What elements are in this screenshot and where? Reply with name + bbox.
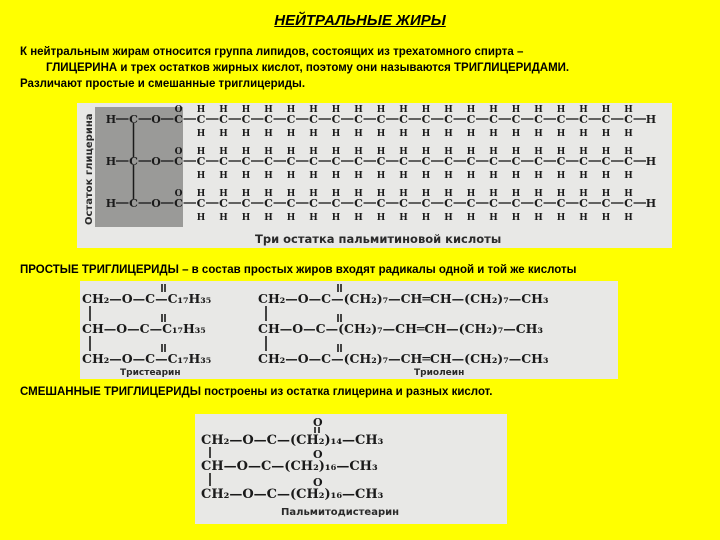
hydrogen-symbol: H — [601, 189, 611, 199]
atom-symbol: C — [174, 197, 183, 210]
hydrogen-symbol: H — [376, 213, 386, 223]
hydrogen-symbol: H — [511, 189, 521, 199]
hydrogen-symbol: H — [399, 213, 408, 223]
hydrogen-symbol: H — [421, 147, 431, 157]
hydrogen-symbol: H — [444, 171, 453, 181]
atom-symbol: C — [556, 197, 566, 210]
palmitodistearin-caption: Пальмитодистеарин — [281, 507, 400, 518]
atom-symbol: C — [601, 197, 611, 210]
hydrogen-symbol: H — [354, 213, 363, 223]
atom-symbol: C — [466, 155, 476, 168]
hydrogen-symbol: H — [444, 129, 453, 139]
hydrogen-symbol: H — [399, 129, 408, 139]
palmitodistearin-row-1: CH₂—O—C—(CH₂)₁₄—CH₃ — [201, 433, 384, 448]
palmitodistearin-drawing — [195, 414, 507, 524]
hydrogen-symbol: H — [556, 189, 566, 199]
hydrogen-symbol: H — [466, 189, 476, 199]
atom-symbol: C — [354, 113, 363, 126]
hydrogen-symbol: H — [466, 171, 476, 181]
page-title: НЕЙТРАЛЬНЫЕ ЖИРЫ — [274, 12, 446, 29]
tristearin-caption: Тристеарин — [120, 368, 181, 378]
simple-triglycerides-figure — [80, 281, 618, 379]
hydrogen-symbol: H — [624, 147, 633, 157]
hydrogen-symbol: H — [286, 105, 296, 115]
hydrogen-symbol: H — [489, 189, 498, 199]
atom-symbol: O — [151, 197, 161, 210]
hydrogen-symbol: H — [219, 189, 228, 199]
atom-symbol: C — [264, 155, 273, 168]
hydrogen-symbol: H — [579, 171, 588, 181]
hydrogen-symbol: H — [579, 189, 588, 199]
hydrogen-symbol: H — [489, 129, 498, 139]
carbonyl-oxygen: O — [174, 105, 183, 115]
atom-symbol: H — [105, 197, 117, 210]
atom-symbol: C — [489, 155, 498, 168]
atom-symbol: C — [444, 113, 453, 126]
triolein-row-3: CH₂—O—C—(CH₂)₇—CH═CH—(CH₂)₇—CH₃ — [258, 351, 549, 366]
hydrogen-symbol: H — [534, 213, 543, 223]
atom-symbol: C — [534, 113, 543, 126]
simple-triglycerides-text: ПРОСТЫЕ ТРИГЛИЦЕРИДЫ – в состав простых жиров входят радикалы одной и той же кислоты — [20, 264, 577, 276]
hydrogen-symbol: H — [556, 213, 566, 223]
tristearin-row-1: CH₂—O—C—C₁₇H₃₅ — [82, 291, 212, 306]
hydrogen-symbol: H — [601, 171, 611, 181]
hydrogen-symbol: H — [241, 213, 251, 223]
atom-symbol: O — [151, 113, 161, 126]
atom-symbol: H — [105, 113, 117, 126]
atom-symbol: C — [219, 155, 228, 168]
hydrogen-symbol: H — [286, 147, 296, 157]
tristearin-row-3: CH₂—O—C—C₁₇H₃₅ — [82, 351, 212, 366]
atom-symbol: C — [286, 197, 296, 210]
hydrogen-symbol: H — [354, 129, 363, 139]
hydrogen-symbol: H — [511, 129, 521, 139]
triolein-row-1: CH₂—O—C—(CH₂)₇—CH═CH—(CH₂)₇—CH₃ — [258, 291, 549, 306]
hydrogen-symbol: H — [579, 147, 588, 157]
carbonyl-oxygen: O — [174, 189, 183, 199]
hydrogen-symbol: H — [309, 213, 318, 223]
hydrogen-symbol: H — [421, 189, 431, 199]
hydrogen-symbol: H — [264, 147, 273, 157]
hydrogen-symbol: H — [579, 213, 588, 223]
hydrogen-symbol: H — [241, 189, 251, 199]
hydrogen-symbol: H — [376, 147, 386, 157]
simple-triglycerides-drawing — [80, 281, 618, 379]
atom-symbol: C — [129, 155, 138, 168]
hydrogen-symbol: H — [421, 171, 431, 181]
hydrogen-symbol: H — [489, 213, 498, 223]
hydrogen-symbol: H — [399, 171, 408, 181]
hydrogen-symbol: H — [354, 147, 363, 157]
hydrogen-symbol: H — [556, 129, 566, 139]
hydrogen-symbol: H — [534, 189, 543, 199]
atom-symbol: C — [241, 197, 251, 210]
atom-symbol: C — [534, 197, 543, 210]
atom-symbol: C — [511, 113, 521, 126]
hydrogen-symbol: H — [286, 189, 296, 199]
atom-symbol: C — [331, 113, 341, 126]
hydrogen-symbol: H — [624, 171, 633, 181]
hydrogen-symbol: H — [511, 171, 521, 181]
atom-symbol: C — [264, 113, 273, 126]
hydrogen-symbol: H — [444, 189, 453, 199]
hydrogen-symbol: H — [511, 105, 521, 115]
atom-symbol: C — [421, 113, 431, 126]
carbonyl-o-1: O — [313, 416, 323, 429]
hydrogen-symbol: H — [219, 105, 228, 115]
hydrogen-symbol: H — [286, 171, 296, 181]
hydrogen-symbol: H — [421, 129, 431, 139]
hydrogen-symbol: H — [196, 147, 206, 157]
atom-symbol: C — [624, 113, 633, 126]
atom-symbol: C — [354, 197, 363, 210]
hydrogen-symbol: H — [534, 105, 543, 115]
palmitodistearin-row-3: CH₂—O—C—(CH₂)₁₆—CH₃ — [201, 487, 384, 502]
palmitic-residues-caption: Три остатка пальмитиновой кислоты — [255, 232, 502, 246]
atom-symbol: C — [444, 197, 453, 210]
hydrogen-symbol: H — [534, 171, 543, 181]
carbonyl-o-2: O — [313, 448, 323, 461]
atom-symbol: C — [444, 155, 453, 168]
hydrogen-symbol: H — [466, 213, 476, 223]
hydrogen-symbol: H — [309, 189, 318, 199]
hydrogen-symbol: H — [241, 105, 251, 115]
hydrogen-symbol: H — [331, 171, 341, 181]
hydrogen-symbol: H — [331, 105, 341, 115]
hydrogen-symbol: H — [511, 213, 521, 223]
hydrogen-symbol: H — [196, 105, 206, 115]
hydrogen-symbol: H — [309, 171, 318, 181]
hydrogen-symbol: H — [264, 105, 273, 115]
hydrogen-symbol: H — [579, 129, 588, 139]
hydrogen-symbol: H — [331, 147, 341, 157]
intro-line-3: Различают простые и смешанные триглицериды. — [20, 78, 306, 90]
hydrogen-symbol: H — [196, 129, 206, 139]
hydrogen-symbol: H — [444, 147, 453, 157]
hydrogen-symbol: H — [309, 105, 318, 115]
intro-paragraph — [20, 44, 710, 92]
hydrogen-symbol: H — [286, 129, 296, 139]
hydrogen-symbol: H — [489, 147, 498, 157]
atom-symbol: C — [579, 155, 588, 168]
hydrogen-symbol: H — [241, 129, 251, 139]
atom-symbol: H — [645, 113, 657, 126]
hydrogen-symbol: H — [466, 147, 476, 157]
atom-symbol: C — [264, 197, 273, 210]
tripalmitin-structure-figure — [77, 103, 672, 248]
intro-line-2: ГЛИЦЕРИНА и трех остатков жирных кислот, поэтому они называются ТРИГЛИЦЕРИДАМИ. — [46, 62, 570, 74]
atom-symbol: C — [466, 197, 476, 210]
hydrogen-symbol: H — [219, 213, 228, 223]
hydrogen-symbol: H — [399, 189, 408, 199]
hydrogen-symbol: H — [601, 147, 611, 157]
carbonyl-oxygen: O — [174, 147, 183, 157]
hydrogen-symbol: H — [331, 189, 341, 199]
atom-symbol: C — [241, 155, 251, 168]
tristearin-row-2: CH—O—C—C₁₇H₃₅ — [82, 321, 206, 336]
hydrogen-symbol: H — [466, 105, 476, 115]
hydrogen-symbol: H — [624, 105, 633, 115]
palmitodistearin-row-2: CH—O—C—(CH₂)₁₆—CH₃ — [201, 459, 378, 474]
hydrogen-symbol: H — [196, 189, 206, 199]
atom-symbol: C — [286, 113, 296, 126]
hydrogen-symbol: H — [376, 189, 386, 199]
hydrogen-symbol: H — [331, 129, 341, 139]
hydrogen-symbol: H — [331, 213, 341, 223]
hydrogen-symbol: H — [219, 171, 228, 181]
hydrogen-symbol: H — [241, 171, 251, 181]
atom-symbol: C — [129, 113, 138, 126]
atom-symbol: C — [196, 197, 206, 210]
atom-symbol: C — [421, 197, 431, 210]
hydrogen-symbol: H — [556, 171, 566, 181]
atom-symbol: C — [489, 197, 498, 210]
atom-symbol: C — [331, 155, 341, 168]
hydrogen-symbol: H — [601, 105, 611, 115]
triolein-row-2: CH—O—C—(CH₂)₇—CH═CH—(CH₂)₇—CH₃ — [258, 321, 543, 336]
hydrogen-symbol: H — [444, 213, 453, 223]
hydrogen-symbol: H — [601, 129, 611, 139]
atom-symbol: C — [399, 113, 408, 126]
hydrogen-symbol: H — [556, 105, 566, 115]
hydrogen-symbol: H — [376, 129, 386, 139]
hydrogen-symbol: H — [444, 105, 453, 115]
atom-symbol: C — [489, 113, 498, 126]
hydrogen-symbol: H — [624, 189, 633, 199]
atom-symbol: C — [129, 197, 138, 210]
hydrogen-symbol: H — [354, 189, 363, 199]
atom-symbol: C — [174, 113, 183, 126]
hydrogen-symbol: H — [556, 147, 566, 157]
atom-symbol: C — [511, 155, 521, 168]
hydrogen-symbol: H — [354, 171, 363, 181]
atom-symbol: C — [241, 113, 251, 126]
atom-symbol: C — [579, 113, 588, 126]
atom-symbol: C — [376, 197, 386, 210]
atom-symbol: C — [556, 113, 566, 126]
hydrogen-symbol: H — [421, 105, 431, 115]
palmitodistearin-figure — [195, 414, 507, 524]
hydrogen-symbol: H — [624, 129, 633, 139]
hydrogen-symbol: H — [264, 171, 273, 181]
hydrogen-symbol: H — [264, 129, 273, 139]
atom-symbol: C — [399, 197, 408, 210]
hydrogen-symbol: H — [309, 129, 318, 139]
intro-line-1: К нейтральным жирам относится группа липидов, состоящих из трехатомного спирта – — [20, 46, 524, 58]
atom-symbol: C — [286, 155, 296, 168]
hydrogen-symbol: H — [219, 129, 228, 139]
hydrogen-symbol: H — [376, 171, 386, 181]
hydrogen-symbol: H — [579, 105, 588, 115]
atom-symbol: C — [624, 197, 633, 210]
atom-symbol: C — [624, 155, 633, 168]
hydrogen-symbol: H — [196, 213, 206, 223]
hydrogen-symbol: H — [309, 147, 318, 157]
atom-symbol: C — [421, 155, 431, 168]
hydrogen-symbol: H — [489, 171, 498, 181]
hydrogen-symbol: H — [399, 147, 408, 157]
atom-symbol: C — [466, 113, 476, 126]
hydrogen-symbol: H — [534, 129, 543, 139]
atom-symbol: C — [601, 155, 611, 168]
atom-symbol: C — [534, 155, 543, 168]
atom-symbol: C — [174, 155, 183, 168]
atom-symbol: C — [196, 113, 206, 126]
atom-symbol: H — [645, 155, 657, 168]
atom-symbol: C — [511, 197, 521, 210]
hydrogen-symbol: H — [399, 105, 408, 115]
atom-symbol: C — [331, 197, 341, 210]
atom-symbol: C — [399, 155, 408, 168]
hydrogen-symbol: H — [241, 147, 251, 157]
atom-symbol: C — [309, 197, 318, 210]
atom-symbol: C — [601, 113, 611, 126]
atom-symbol: C — [556, 155, 566, 168]
tripalmitin-structure-drawing — [77, 103, 672, 248]
hydrogen-symbol: H — [466, 129, 476, 139]
atom-symbol: C — [376, 155, 386, 168]
atom-symbol: H — [105, 155, 117, 168]
hydrogen-symbol: H — [264, 213, 273, 223]
atom-symbol: C — [309, 113, 318, 126]
atom-symbol: C — [309, 155, 318, 168]
hydrogen-symbol: H — [624, 213, 633, 223]
carbonyl-o-3: O — [313, 476, 323, 489]
atom-symbol: C — [354, 155, 363, 168]
hydrogen-symbol: H — [489, 105, 498, 115]
atom-symbol: O — [151, 155, 161, 168]
triolein-caption: Триолеин — [414, 368, 465, 378]
atom-symbol: C — [376, 113, 386, 126]
atom-symbol: C — [579, 197, 588, 210]
hydrogen-symbol: H — [421, 213, 431, 223]
atom-symbol: H — [645, 197, 657, 210]
hydrogen-symbol: H — [511, 147, 521, 157]
hydrogen-symbol: H — [354, 105, 363, 115]
hydrogen-symbol: H — [601, 213, 611, 223]
hydrogen-symbol: H — [534, 147, 543, 157]
hydrogen-symbol: H — [196, 171, 206, 181]
atom-symbol: C — [219, 113, 228, 126]
hydrogen-symbol: H — [219, 147, 228, 157]
atom-symbol: C — [219, 197, 228, 210]
atom-symbol: C — [196, 155, 206, 168]
hydrogen-symbol: H — [264, 189, 273, 199]
hydrogen-symbol: H — [376, 105, 386, 115]
glycerol-residue-label: Остаток глицерина — [84, 113, 95, 225]
hydrogen-symbol: H — [286, 213, 296, 223]
mixed-triglycerides-text: СМЕШАННЫЕ ТРИГЛИЦЕРИДЫ построены из остатка глицерина и разных кислот. — [20, 386, 493, 398]
